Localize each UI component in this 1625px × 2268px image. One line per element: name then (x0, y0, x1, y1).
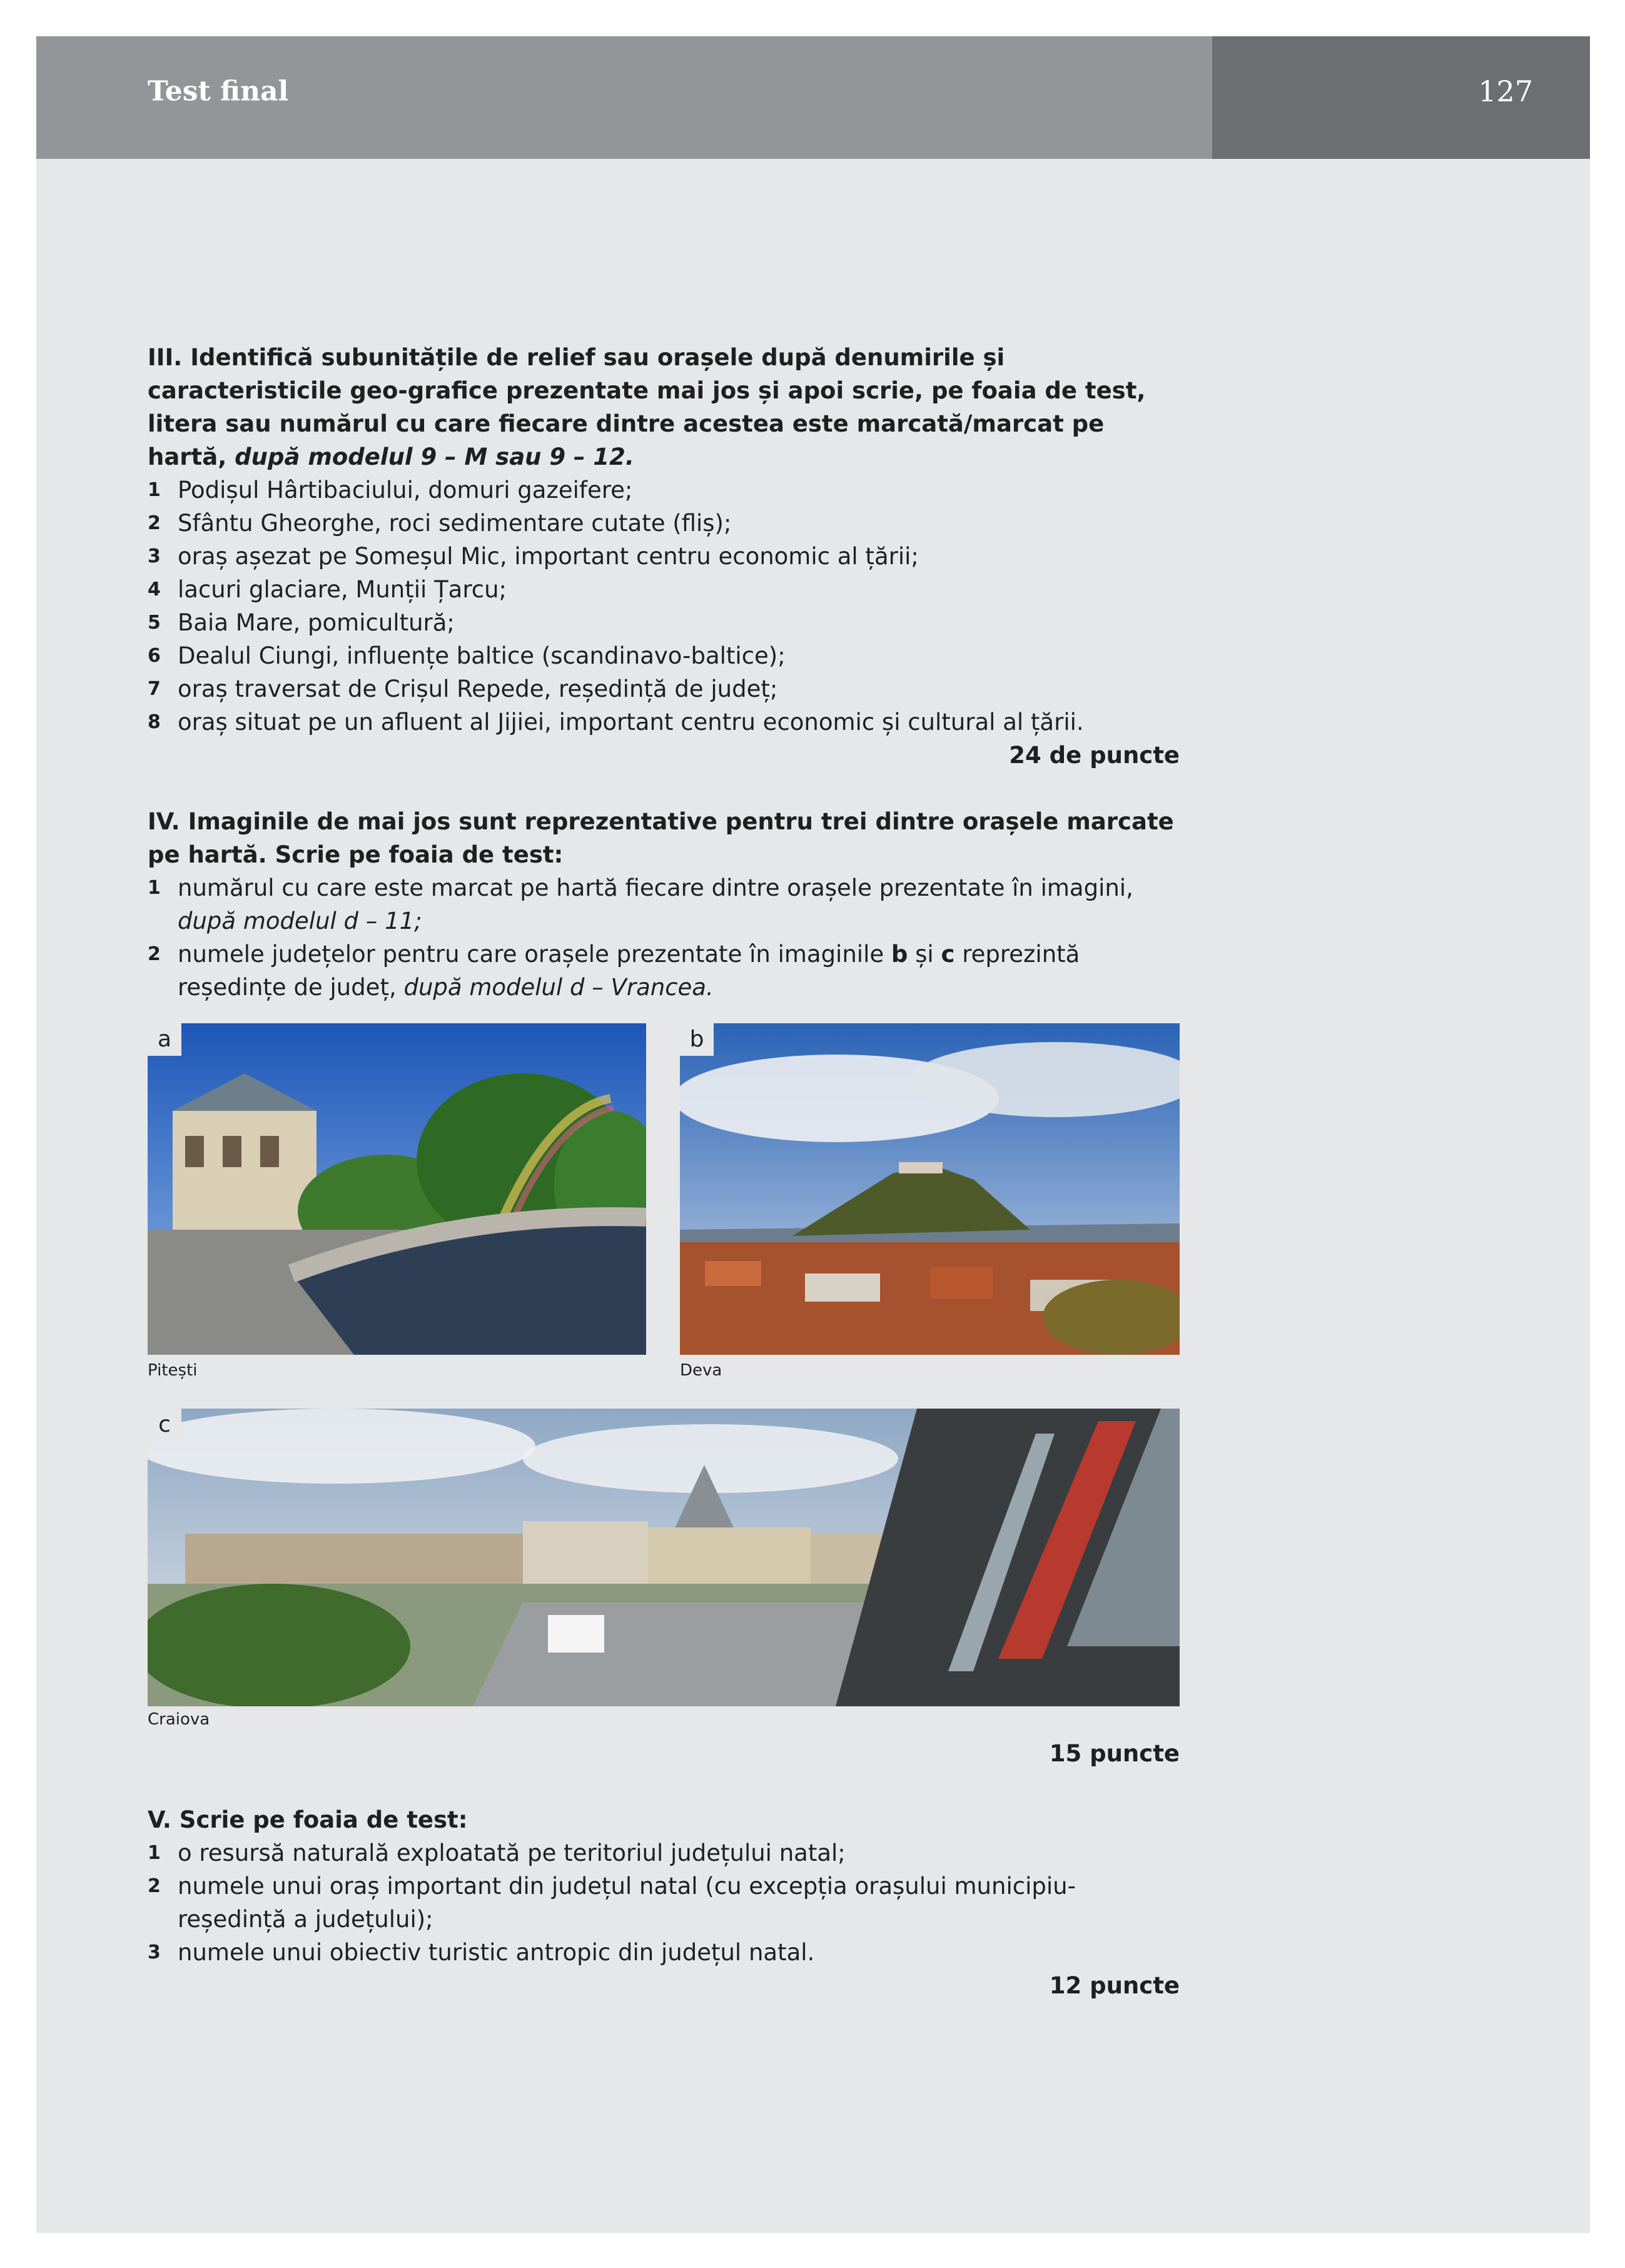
photo-craiova-image (148, 1409, 1180, 1706)
item-text: lacuri glaciare, Munții Țarcu; (178, 576, 507, 603)
item-text: Sfântu Gheorghe, roci sedimentare cutate (fliș); (178, 510, 732, 537)
photo-label: a (148, 1023, 181, 1056)
test-content (148, 341, 1180, 2002)
item-text: reprezintă reședințe de județ, (178, 941, 1080, 1001)
section-3-heading-text: III. Identifică subunitățile de relief sau orașele după denumirile și caracteristicile geo-grafice prezentate mai jos și apoi scrie, pe foaia de test, litera sau numărul cu care fiecare dintre acestea este marcată/marcat pe hartă, (148, 344, 1146, 470)
photo-pitesti (148, 1023, 646, 1355)
item-letter-b: b (891, 941, 908, 968)
photo-caption: Deva (680, 1361, 722, 1380)
section-3-heading-model: după modelul 9 – M sau 9 – 12. (235, 443, 634, 470)
item-number: 1 (148, 1842, 161, 1864)
list-item (148, 706, 1180, 739)
list-item (148, 639, 1180, 672)
item-number: 1 (148, 877, 161, 899)
item-text: numele unui oraș important din județul natal (cu excepția orașului municipiu-reședință a județului); (178, 1873, 1076, 1933)
list-item (148, 473, 1180, 507)
item-text: și (915, 941, 934, 968)
photo-group (148, 1023, 1180, 1733)
section-4-list (148, 871, 1180, 1004)
item-text: o resursă naturală exploatată pe teritoriul județului natal; (178, 1840, 846, 1866)
section-4-heading: IV. Imaginile de mai jos sunt reprezentative pentru trei dintre orașele marcate pe hartă. Scrie pe foaia de test: (148, 808, 1174, 868)
list-item (148, 1836, 1180, 1870)
page-title: Test final (148, 75, 289, 108)
page-number: 127 (1478, 74, 1533, 108)
item-number: 5 (148, 612, 161, 634)
item-text: numele județelor pentru care orașele prezentate în imaginile (178, 941, 884, 968)
item-number: 4 (148, 579, 161, 600)
spacer (148, 1770, 1180, 1803)
section-4-points: 15 puncte (1049, 1740, 1180, 1767)
item-text: numele unui obiectiv turistic antropic din județul natal. (178, 1939, 815, 1966)
photo-label: b (680, 1023, 714, 1056)
item-text: oraș traversat de Crișul Repede, reședință de județ; (178, 676, 778, 702)
item-number: 6 (148, 645, 161, 667)
spacer (148, 772, 1180, 805)
item-number: 1 (148, 479, 161, 501)
photo-deva (680, 1023, 1180, 1355)
item-text: oraș situat pe un afluent al Jijiei, important centru economic și cultural al țării. (178, 709, 1084, 736)
section-3-points: 24 de puncte (1009, 742, 1180, 769)
list-item (148, 507, 1180, 540)
list-item (148, 1936, 1180, 1969)
item-text: numărul cu care este marcat pe hartă fiecare dintre orașele prezentate în imagini, (178, 874, 1133, 901)
item-number: 2 (148, 943, 161, 965)
list-item (148, 606, 1180, 639)
item-number: 2 (148, 512, 161, 534)
list-item (148, 871, 1180, 938)
item-number: 7 (148, 678, 161, 700)
photo-pitesti-image (148, 1023, 646, 1355)
photo-deva-image (680, 1023, 1180, 1355)
list-item (148, 672, 1180, 706)
section-3-heading (148, 341, 1180, 473)
item-number: 3 (148, 545, 161, 567)
item-number: 8 (148, 711, 161, 733)
section-5-points: 12 puncte (1049, 1972, 1180, 1999)
list-item (148, 573, 1180, 606)
item-number: 2 (148, 1875, 161, 1897)
item-letter-c: c (941, 941, 955, 968)
list-item (148, 1870, 1180, 1936)
item-model: după modelul d – 11; (178, 908, 422, 934)
section-5-heading: V. Scrie pe foaia de test: (148, 1806, 468, 1833)
item-number: 3 (148, 1941, 161, 1963)
item-text: Dealul Ciungi, influențe baltice (scandinavo-baltice); (178, 642, 786, 669)
item-text: Podișul Hârtibaciului, domuri gazeifere; (178, 477, 633, 504)
section-3-list (148, 473, 1180, 739)
photo-craiova (148, 1409, 1180, 1706)
photo-caption: Pitești (148, 1361, 198, 1380)
list-item (148, 540, 1180, 573)
section-5-list (148, 1836, 1180, 1969)
item-model: după modelul d – Vrancea. (403, 974, 714, 1001)
photo-caption: Craiova (148, 1710, 210, 1729)
photo-label: c (148, 1409, 181, 1441)
header-page-box (1212, 36, 1590, 159)
item-text: oraș așezat pe Someșul Mic, important centru economic al țării; (178, 543, 919, 570)
list-item (148, 938, 1180, 1004)
item-text: Baia Mare, pomicultură; (178, 609, 455, 636)
